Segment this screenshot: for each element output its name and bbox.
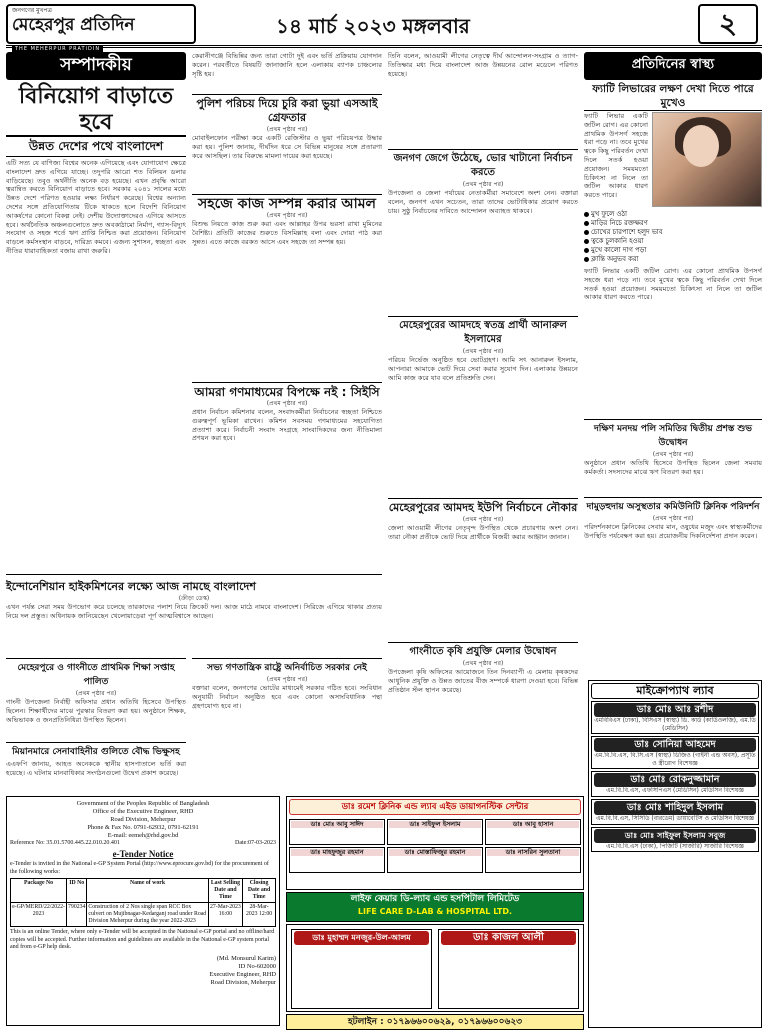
symptom-item: চোখের চারপাশে হলুদ ভাব [584,228,762,237]
d-body-2: অনুষ্ঠানে প্রধান অতিথি হিসেবে উপস্থিত ছিলেন জেলা সমবায় কর্মকর্তা। সদস্যদের মাঝে ঋণ বিতরণ করা হয়। [584,459,762,476]
d-headline-2: দক্ষিণ মনদয় পলি সমিতির দ্বিতীয় প্রশস্ত শুভ উদ্বোধন [584,419,762,450]
lifecare-doctor-left [291,929,432,1009]
photo-face [683,125,719,167]
bullet-icon [584,248,589,253]
column-c [388,52,578,632]
story-sports-dateline: (ক্রীড়া ডেস্ক) [178,595,210,602]
story-sports [6,578,382,649]
column-b [192,52,382,572]
bullet-icon [584,230,589,235]
clinic-doctor-cell: ডাঃ মোস্তাফিজুর রহমান [387,847,483,873]
clinic-doctor-grid [287,817,583,875]
symptom-item: ক্লান্তি অনুভব করা [584,255,762,264]
tender-signature [10,955,276,987]
c-headline-3: মেহেরপুরের আমদহ ইউপি নির্বাচনে নৌকার [388,498,578,515]
column-editorial [6,52,186,572]
c-headline-2: মেহেরপুরের আমদহে স্বতন্ত্র প্রার্থী আনারুল ইসলামের [388,316,578,347]
paper-name: মেহেরপুর প্রতিদিন [12,15,135,35]
symptom-item: মুখে কালো দাগ পড়া [584,246,762,255]
micropath-title: মাইক্রোপ্যাথ ল্যাব [591,683,759,699]
b-body-1: মোবাইলফোন পরীক্ষা করে একটি রেজিস্টার ও ভুয়া পরিচয়পত্র উদ্ধার করা হয়। পুলিশ জানায়, দীর্ঘদিন ধরে সে বিভিন্ন মানুষের সঙ্গে প্রতারণা করে আসছিল। তার বিরুদ্ধে মামলা দায়ের করা হয়েছে। [192,134,382,160]
d-headline-3: দামুড়হুদায় অসুস্থতার কমিউনিটি ক্লিনিক পরিদর্শন [584,497,762,514]
d-body-3: পরিদর্শনকালে ক্লিনিকের সেবার মান, ওষুধের মজুদ এবং স্বাস্থ্যকর্মীদের উপস্থিতি পর্যবেক্ষণ করা হয়। প্রয়োজনীয় দিকনির্দেশনা প্রদান করেন। [584,523,762,540]
tender-sign-id: ID No-602000 [238,963,276,971]
c-body-1: উপজেলা ও জেলা পর্যায়ের নেতাকর্মীরা সমাবেশে অংশ নেন। বক্তারা বলেন, জনগণ এখন সচেতন, তারা তাদের ভোটাধিকার প্রয়োগ করতে চায়। সুষ্ঠু নির্বাচনের দাবিতে আন্দোলন অব্যাহত থাকবে। [388,189,578,215]
tender-phone: Phone & Fax No. 0791-62932, 0791-62191 [87,824,199,831]
right-doctor-card [591,799,759,825]
d-dateline-2: (প্রথম পৃষ্ঠার পর) [652,451,694,458]
tagline: জনগণের মুখপত্র [12,7,52,14]
b-lead-body: কেরানীগঞ্জে বিভিন্নির জন্য তারা গোটা দুই এবং ভর্তি প্রক্রিয়ায় যোগদান করেন। পরবর্তীতে বিষয়টি জানাজানি হলে এলাকায় ব্যাপক চাঞ্চল্যের সৃষ্টি হয়। [192,52,382,78]
lifecare-doctors [286,924,584,1012]
clinic-doctor-cell: ডাঃ সাইফুল ইসলাম [387,819,483,845]
tender-gov: Government of the Peoples Republic of Bangladesh [76,800,210,807]
health-photo [652,112,762,207]
tender-cell: 790234 [67,903,87,927]
symptom-item: মাড়ির নিচে রক্তক্ষরণ [584,219,762,228]
c-body-2: পরিচয় নির্ভেজ অনুষ্ঠিত হবে ভোটগ্রহণ। আমি সৎ আনারুল ইসলাম, আপনারা আমাকে ভোট দিয়ে সেবা করার সুযোগ দিন। এলাকার উন্নয়নে আমি কাজ করে যাব বলে প্রতিশ্রুতি দেন। [388,356,578,382]
b-body-3: প্রধান নির্বাচন কমিশনার বলেন, সংবাদকর্মীরা নির্বাচনের স্বচ্ছতা নিশ্চিতে গুরুত্বপূর্ণ ভূমিকা রাখেন। কমিশন সবসময় গণমাধ্যমের সহযোগিতা প্রত্যাশা করে। নির্বাচনী সংবাদ সংগ্রহে সাংবাদিকদের জন্য নীতিমালা প্রণয়ন করা হবে। [192,408,382,443]
tender-date: Date:07-03-2023 [235,840,276,846]
tender-sign-name: (Md. Monsurul Karim) [216,955,276,963]
c-dateline-1: (প্রথম পৃষ্ঠার পর) [462,181,504,188]
b-headline-2: সহজে কাজ সম্পন্ন করার আমল [192,194,382,211]
c-dateline-3: (প্রথম পৃষ্ঠার পর) [462,516,504,523]
story-edu-title: মেহেরপুরে ও গাংনীতে প্রাথমিক শিক্ষা সপ্তাহ পালিত [6,658,186,689]
tender-col-header: Last Selling Date and Time [208,879,243,903]
right-doctor-degree: এম.বি.বি.এস, সিসিডি (বারডেম) ডায়াবেটিস ও মেডিসিন বিশেষজ্ঞ [595,814,755,822]
bullet-icon [584,212,589,217]
bullet-icon [584,257,589,262]
page-number: ২ [698,4,758,44]
story-agri [388,640,578,722]
right-doctor-degree: এম.বি.বি.এস, বি.সি.এস (স্বাস্থ্য) ডিজিও (গাইনী এন্ড অবস), প্রসূতি ও স্ত্রীরোগ বিশেষজ্ঞ [594,752,756,767]
table-row [11,903,276,927]
tender-office: Office of the Executive Engineer, RHD [92,808,194,815]
bullet-icon [584,221,589,226]
clinic-doctor-cell: ডাঃ আবু হাসান [485,819,581,845]
health-banner: প্রতিদিনের স্বাস্থ্য [584,52,762,80]
right-doctor-name: ডাঃ সোনিয়া আহমেদ [594,738,756,752]
tender-title: e-Tender Notice [112,849,174,860]
symptom-item: মুখ ফুলে ওঠা [584,210,762,219]
doc-left-name: ডাঃ মুহাম্মদ মনজুর-উল-আলম [294,931,429,945]
b-body-4: বক্তারা বলেন, জনগণের ভোটের মাধ্যমেই সরকার গঠিত হবে। সংবিধান অনুযায়ী নির্বাচন অনুষ্ঠিত হবে এবং কোনো অসাংবিধানিক পন্থা গ্রহণযোগ্য হবে না। [192,684,382,710]
lifecare-doctor-row [287,925,583,1013]
c-dateline-4: (প্রথম পৃষ্ঠার পর) [462,660,504,667]
c-headline-1: জনগণ জেগে উঠেছে, ভোর খাটানো নির্বাচন করতে [388,149,578,180]
tender-sign-title: Executive Engineer, RHD [209,971,276,979]
tender-intro: e-Tender is invited in the National e-GP System Portal (http://www.eprocure.gov.bd) for the procurement of the following works: [10,861,269,875]
story-sports-body: এখন পর্যন্ত সেরা সময় উপভোগ করে চলেছে তারকাদের পলাশ নিয়ে ক্রিকেট দল। আজ মাঠে নামবে বাংলাদেশ। সিরিজে এগিয়ে থাকার প্রত্যয় নিয়ে দল প্রস্তুত। অধিনায়ক জানিয়েছেন খেলোয়াড়েরা পূর্ণ আত্মবিশ্বাসে আছেন। [6,603,382,620]
health-title: ফ্যাটি লিভারের লক্ষণ দেখা দিতে পারে মুখেও [584,82,762,111]
tender-footer: This is an online Tender, where only e-Tender will be accepted in the National e-GP portal and no offline/hard copies will be accepted. Further information and guidelines are available in the National e-GP system portal and from e-GP help desk. [10,929,275,951]
right-doctor-name: ডাঃ মোঃ সাইফুল ইসলাম সবুজ [594,829,756,843]
doc-right-name: ডাঃ কাজল আলী [441,931,576,945]
tender-notice [6,796,280,1026]
health-body: ফ্যাটি লিভার একটি জটিল রোগ। এর কোনো প্রাথমিক উপসর্গ সহজে ধরা পড়ে না। তবে মুখের ত্বকে কিছু পরিবর্তন দেখা দিলে সতর্ক হওয়া প্রয়োজন। সময়মতো চিকিৎসা না নিলে তা জটিল আকার ধারণ করতে পারে। [584,112,648,200]
b-dateline-4: (প্রথম পৃষ্ঠার পর) [266,676,308,683]
right-doctor-name: ডাঃ মোঃ শাহিদুল ইসলাম [594,801,756,815]
clinic-ad [286,796,584,890]
right-doctor-card [591,771,759,797]
tender-cell: 28-Mar-2023 12:00 [243,903,276,927]
right-doctor-name: ডাঃ মোঃ আঃ রশীদ [594,703,756,717]
c-body-3: জেলা আওয়ামী লীগের নেতৃবৃন্দ উপস্থিত থেকে প্রচারণায় অংশ নেন। তারা নৌকা প্রতীকে ভোট দিয়ে প্রার্থীকে বিজয়ী করার আহ্বান জানান। [388,524,578,541]
tender-sign-office: Road Division, Meherpur [210,979,276,987]
tender-col-header: Package No [11,879,67,903]
c-dateline-2: (প্রথম পৃষ্ঠার পর) [462,348,504,355]
tender-ref-row [10,840,276,847]
tender-cell: e-GP/MERD/22/2022-2023 [11,903,67,927]
bullet-icon [584,239,589,244]
story-sports-title: ইন্দোনেশিয়ান হাইকমিশনের লক্ষ্যে আজ নামছে বাংলাদেশ [6,580,256,593]
hotline-bar: হটলাইন : ০১৭৯৬৬০০৬২৯, ০১৭৯৬৬০০৬২৩ [286,1014,584,1030]
tender-col-header: ID No [67,879,87,903]
tender-cell: Construction of 2 Nos single span RCC Box culvert on Mujibnagar-Kedarganj road under Road Division Meherpur during the year 2022-2023 [87,903,208,927]
c-body-4: উপজেলা কৃষি অফিসের আয়োজনে তিন দিনব্যাপী এ মেলায় কৃষকদের আধুনিক প্রযুক্তি ও উন্নত জাতের বীজ সম্পর্কে ধারণা দেওয়া হবে। বিভিন্ন প্রতিষ্ঠান স্টল স্থাপন করেছে। [388,668,578,694]
paper-logo [6,4,196,52]
symptom-list [584,210,762,264]
tender-cell: 27-Mar-2023 16:00 [208,903,243,927]
story-education [6,656,186,796]
lifecare-doctor-right [438,929,579,1009]
story-democracy [192,656,382,780]
right-doctor-name: ডাঃ মোঃ রোকনুজ্জামান [594,773,756,787]
clinic-doctor-cell: ডাঃ নাসরিন সুলতানা [485,847,581,873]
story-myanmar-body: এএফপি জানায়, আহত অনেককে স্থানীয় হাসপাতালে ভর্তি করা হয়েছে। এ ঘটনায় মানবাধিকার সংগঠনগুলো উদ্বেগ প্রকাশ করেছে। [6,760,186,777]
column-health [584,52,762,677]
right-doctor-degree: এম.বি.বি.এস (ঢাকা), পিজিটি (সার্জারি) সার্জারি বিশেষজ্ঞ [606,842,744,850]
c-lead-body: তিনি বলেন, আওয়ামী লীগের নেতৃত্বে দীর্ঘ আন্দোলন-সংগ্রাম ও ত্যাগ-তিতিক্ষার মধ্য দিয়ে বাংলাদেশ আজ উন্নয়নের রোল মডেলে পরিণত হয়েছে। [388,52,578,78]
right-doctor-card [591,827,759,853]
story-myanmar-title: মিয়ানমারে সেনাবাহিনীর গুলিতে বৌদ্ধ ভিক্ষুসহ [6,742,186,759]
editorial-banner: সম্পাদকীয় [6,52,186,80]
section-divider [6,574,382,575]
b-dateline-2: (প্রথম পৃষ্ঠার পর) [266,212,308,219]
tender-email: E-mail: eemeh@rhd.gov.bd [107,832,179,839]
editorial-subtitle: উন্নত দেশের পথে বাংলাদেশ [6,139,186,157]
micropath-ad [588,680,762,1028]
right-doctor-card [591,701,759,734]
editorial-title: বিনিয়োগ বাড়াতে হবে [6,83,186,137]
right-doctor-degree: এমবিবিএস (ঢাকা), বিসিএস (স্বাস্থ্য) ডি. কার্ড (কার্ডিওলজি), এম.ডি (মেডিসিন) [594,717,756,732]
clinic-doctor-cell: ডাঃ মোঃ আবু সাঈদ [289,819,385,845]
tender-header-row [11,879,276,903]
story-edu-body: গাংনী উপজেলা নির্বাহী অফিসার প্রধান অতিথি হিসেবে উপস্থিত ছিলেন। শিক্ষার্থীদের মাঝে পুরস্কার বিতরণ করা হয়। অনুষ্ঠানে শিক্ষক, অভিভাবক ও জনপ্রতিনিধিরা উপস্থিত ছিলেন। [6,698,186,724]
editorial-body: এটি সত্য যে বাণিজ্য বিশ্বের অনেক এগিয়েছে এবং যোগাযোগ ক্ষেত্রে বাংলাদেশ দ্রুত এগিয়ে যাচ্ছে। তদুপরি আরো শত বিলিয়ন ডলার বাড়িয়েছে। তবুও অর্থনীতি অনেক বড় হয়েছে। এখন প্রবৃদ্ধি আরো ত্বরান্বিত করতে বিনিয়োগ বাড়াতে হবে। সরকার ২০৪১ সালের মধ্যে উন্নত দেশে পরিণত হওয়ার লক্ষ্য নির্ধারণ করেছে। বিশ্বের অন্যান্য দেশের সঙ্গে প্রতিযোগিতায় টিকে থাকতে হলে বিদেশি বিনিয়োগ আকর্ষণের কোনো বিকল্প নেই। দেশীয় উদ্যোক্তাদেরও এগিয়ে আসতে হবে। অর্থনৈতিক অঞ্চলগুলোতে দ্রুত অবকাঠামো নির্মাণ, গ্যাস-বিদ্যুৎ সংযোগ ও সহজ শর্তে ঋণ প্রাপ্তি নিশ্চিত করা প্রয়োজন। বিনিয়োগ বাড়লে কর্মসংস্থান বাড়বে, দারিদ্র্য কমবে। এজন্য সুশাসন, স্বচ্ছতা এবং নীতির ধারাবাহিকতা বজায় রাখা জরুরি। [6,159,186,255]
c-headline-4: গাংনীতে কৃষি প্রযুক্তি মেলার উদ্বোধন [388,642,578,659]
b-headline-4: সভ্য গণতান্ত্রিক রাষ্ট্রে অনির্বাচিত সরকার নেই [192,658,382,675]
symptom-item: ত্বকে চুলকানি হওয়া [584,237,762,246]
right-doctor-card [591,736,759,769]
clinic-ad-title: ডাঃ রমেশ ক্লিনিক এন্ড ল্যাব এইড ডায়াগনস্টিক সেন্টার [289,799,581,815]
tender-col-header: Name of work [87,879,208,903]
story-edu-dateline: (প্রথম পৃষ্ঠার পর) [75,690,117,697]
b-headline-1: পুলিশ পরিচয় দিয়ে চুরি করা ভুয়া এসআই গ্রেফতার [192,94,382,125]
lifecare-name-bn: লাইফ কেয়ার ডি-ল্যাব এন্ড হসপিটাল লিমিটেড [350,894,520,904]
d-dateline-3: (প্রথম পৃষ্ঠার পর) [652,515,694,522]
b-dateline-1: (প্রথম পৃষ্ঠার পর) [266,126,308,133]
b-dateline-3: (প্রথম পৃষ্ঠার পর) [266,400,308,407]
masthead [6,4,762,52]
right-doctor-degree: এম.বি.বি.এস, এফসিপিএস (মেডিসিন) মেডিসিন বিশেষজ্ঞ [606,787,744,795]
paper-name-en: THE MEHERPUR PRATIDIN [12,46,103,52]
tender-col-header: Closing Date and Time [243,879,276,903]
issue-date: ১৪ মার্চ ২০২৩ মঙ্গলবার [276,14,470,38]
b-body-2: বিশুদ্ধ নিয়তে কাজ শুরু করা এবং আল্লাহর উপর ভরসা রাখা মুমিনের বৈশিষ্ট্য। প্রতিটি কাজের শুরুতে বিসমিল্লাহ বলা এবং দোয়া পাঠ করা সুন্নত। এতে কাজে বরকত আসে এবং সহজে তা সম্পন্ন হয়। [192,220,382,246]
clinic-doctor-cell: ডাঃ মাহফুজুর রহমান [289,847,385,873]
b-headline-3: আমরা গণমাধ্যমের বিপক্ষে নই : সিইসি [192,382,382,399]
tender-ref: Reference No: 35.01.5700.445.22.010.20.401 [10,840,120,846]
tender-division: Road Division, Meherpur [110,816,176,823]
tender-table [10,878,276,927]
lifecare-ad [286,892,584,922]
lifecare-name-en: LIFE CARE D-LAB & HOSPITAL LTD. [357,907,513,916]
health-body-more: ফ্যাটি লিভার একটি জটিল রোগ। এর কোনো প্রাথমিক উপসর্গ সহজে ধরা পড়ে না। তবে মুখের ত্বকে কিছু পরিবর্তন দেখা দিলে সতর্ক হওয়া প্রয়োজন। সময়মতো চিকিৎসা না নিলে তা জটিল আকার ধারণ করতে পারে। [584,267,762,302]
